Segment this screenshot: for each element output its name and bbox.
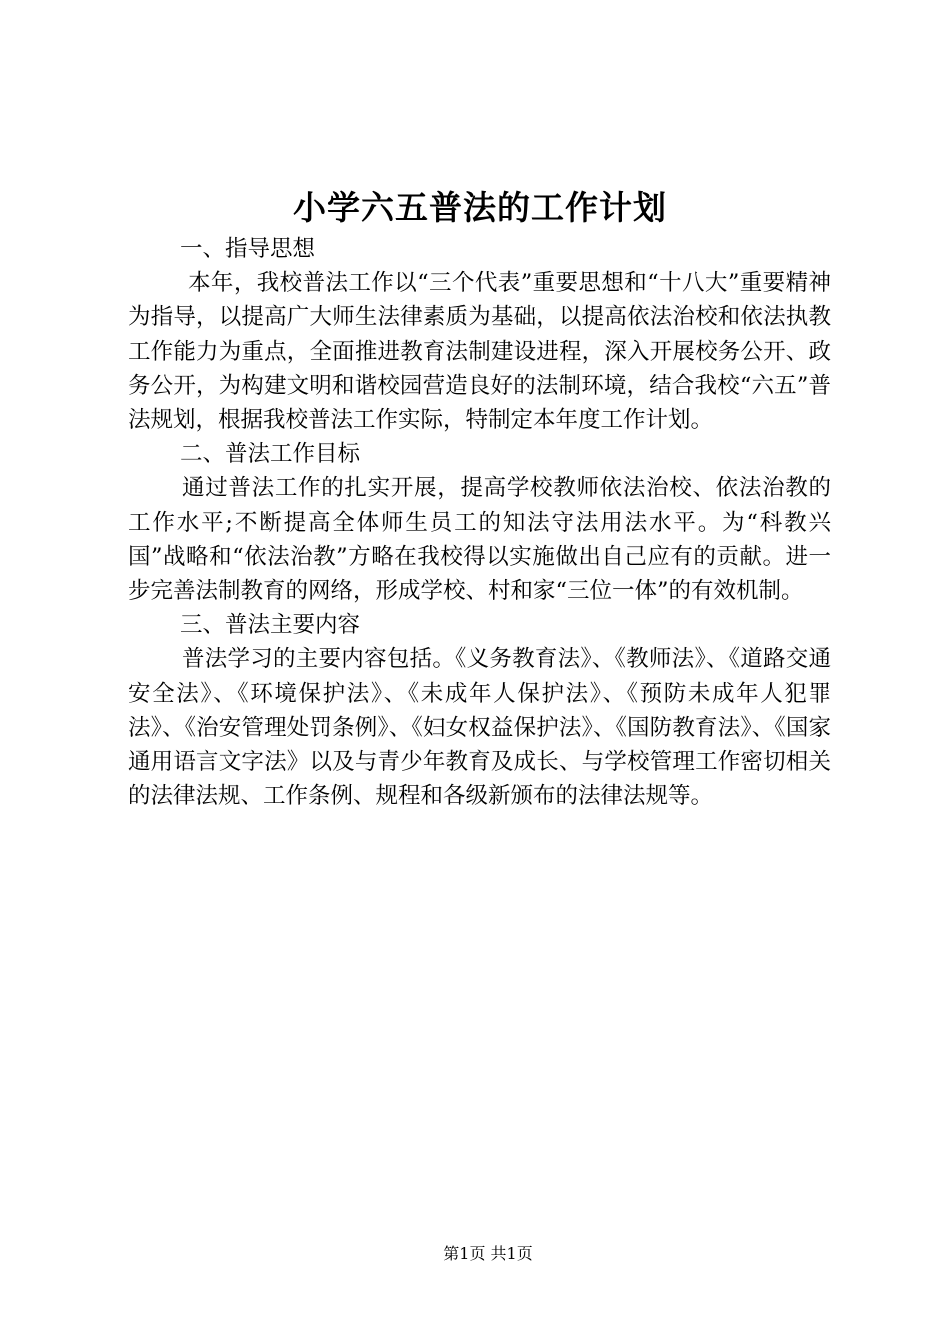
- section-heading-work-goals: 二、普法工作目标: [180, 441, 361, 468]
- page-footer: 第1页 共1页: [443, 1244, 533, 1263]
- document-body: [128, 232, 831, 813]
- section-heading-guiding-ideology: 一、指导思想: [180, 236, 316, 262]
- section-heading-main-content: 三、普法主要内容: [180, 612, 361, 639]
- section-paragraph-work-goals: 通过普法工作的扎实开展，提高学校教师依法治校、依法治教的工作水平;不断提高全体师生员工的知法守法用法水平。为“科教兴国”战略和“依法治教”方略在我校得以实施做出自己应有的贡献。进一步完善法制教育的网络，形成学校、村和家“三位一体”的有效机制。: [128, 475, 831, 605]
- section-paragraph-guiding-ideology: 本年，我校普法工作以“三个代表”重要思想和“十八大”重要精神为指导，以提高广大师生法律素质为基础，以提高依法治校和依法执教工作能力为重点，全面推进教育法制建设进程，深入开展校务公开、政务公开，为构建文明和谐校园营造良好的法制环境，结合我校“六五”普法规划，根据我校普法工作实际，特制定本年度工作计划。: [128, 270, 831, 434]
- section-paragraph-main-content: 普法学习的主要内容包括。《义务教育法》、《教师法》、《道路交通安全法》、《环境保护法》、《未成年人保护法》、《预防未成年人犯罪法》、《治安管理处罚条例》、《妇女权益保护法》、《国防教育法》、《国家通用语言文字法》以及与青少年教育及成长、与学校管理工作密切相关的法律法规、工作条例、规程和各级新颁布的法律法规等。: [128, 646, 831, 810]
- document-title: 小学六五普法的工作计划: [293, 188, 667, 227]
